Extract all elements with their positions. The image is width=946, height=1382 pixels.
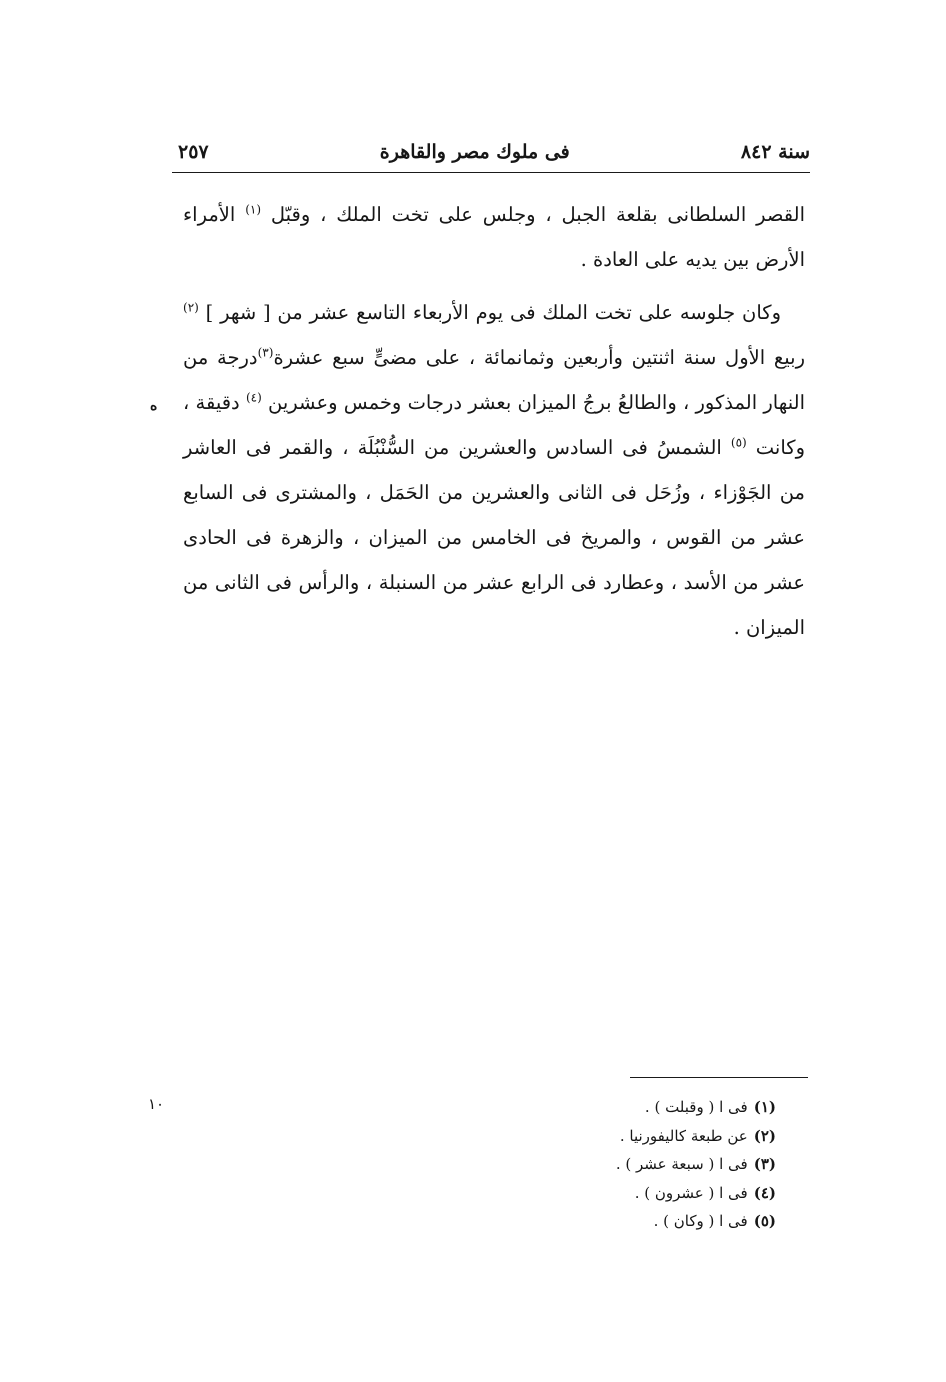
main-text [183,192,805,650]
footnote-3: (٣)فى ا ( سبعة عشر ) . [615,1155,776,1173]
footnote-ref-5: (٥) [730,435,747,450]
footnote-2: (٢)عن طبعة كاليفورنيا . [619,1126,776,1145]
paragraph-1: القصر السلطانى بقلعة الجبل ، وجلس على تخت الملك ، وقبّل $^{(١)}$ الأمراء الأرض بين يديه على العادة . [183,202,805,271]
footnote-1: (١)فى ا ( وقبلت ) . [644,1098,776,1116]
header-rule [172,172,810,173]
paragraph-2: وكان جلوسه على تخت الملك فى يوم الأربعاء التاسع عشر من [ شهر ] $^{(٢)}$ ربيع الأول سنة اثنتين وأربعين وثمانمائة ، على مضىٍّ سبع عشرة$^{(٣)}$درجة من النهار المذكور ، والطالعُ برجُ الميزان بعشر درجات وخمس وعشرين $^{(٤)}$ دقيقة ، وكانت $^{(٥)}$ الشمسُ فى السادس والعشرين من السُّنْبُلَة ، والقمر فى العاشر من الجَوْزاء ، وزُحَل فى الثانى والعشرين من الحَمَل ، والمشترى فى السابع عشر من القوس ، والمريخ فى الخامس من الميزان ، والزهرة فى الحادى عشر من الأسد ، وعطارد فى الرابع عشر من السنبلة ، والرأس فى الثانى من الميزان . [183,300,805,639]
header-title: فى ملوك مصر والقاهرة [379,141,570,163]
footnote-ref-4: (٤) [245,390,262,405]
footnote-ref-2: (٢) [183,300,199,315]
footnote-ref-1: (١) [245,202,262,217]
header-year: سنة ٨٤٢ [740,141,810,163]
footnote-rule [630,1077,808,1078]
footnote-5: (٥)فى ا ( وكان ) . [653,1212,776,1230]
footnote-ref-3: (٣) [257,345,274,360]
margin-line-number: ١٠ [148,1095,165,1113]
footnotes [376,1093,776,1236]
page-number: ٢٥٧ [178,141,209,163]
margin-mark: ه [150,398,158,414]
running-header [178,132,810,172]
footnote-4: (٤)فى ا ( عشرون ) . [634,1183,776,1202]
